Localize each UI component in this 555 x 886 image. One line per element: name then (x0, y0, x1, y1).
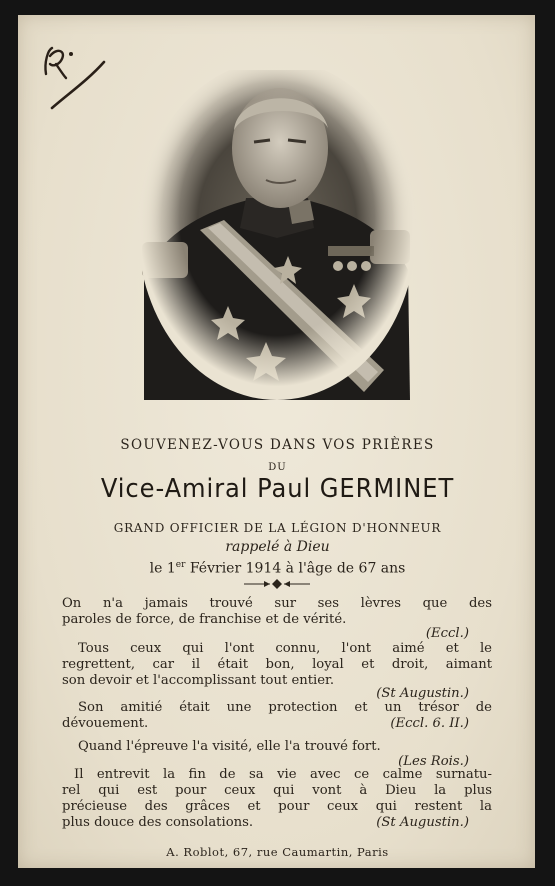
verse-line: dévouement. (62, 716, 149, 731)
verse-source: (St Augustin.) (376, 815, 469, 830)
verse-source: (Eccl.) (425, 626, 469, 641)
verse-line: Son amitié était une protection et un trésor de (78, 700, 492, 715)
verse-line: paroles de force, de franchise et de vérité. (62, 612, 347, 627)
verse-line: Tous ceux qui l'ont connu, l'ont aimé et le (78, 641, 492, 656)
death-date: le 1er Février 1914 à l'âge de 67 ans (149, 560, 406, 577)
verse-line: regrettent, car il était bon, loyal et droit, aimant (62, 657, 492, 672)
du-label: DU (268, 462, 287, 473)
verse-line: Quand l'épreuve l'a visité, elle l'a trouvé fort. (78, 739, 381, 754)
verse-source: (Eccl. 6. II.) (390, 716, 469, 731)
verse-source: (Les Rois.) (398, 754, 469, 769)
verse-line: On n'a jamais trouvé sur ses lèvres que des (62, 596, 492, 611)
verse-line: son devoir et l'accomplissant tout entier. (62, 673, 335, 688)
admiral-portrait (138, 70, 416, 408)
called-to-god: rappelé à Dieu (225, 539, 330, 555)
deceased-name: Vice-Amiral Paul GERMINET (100, 474, 455, 504)
verse-line: Il entrevit la fin de sa vie avec ce calme surnatu- (74, 767, 492, 782)
remembrance-header: SOUVENEZ-VOUS DANS VOS PRIÈRES (120, 437, 435, 453)
honor-title: GRAND OFFICIER DE LA LÉGION D'HONNEUR (113, 521, 442, 535)
verse-line: précieuse des grâces et pour ceux qui restent la (62, 799, 492, 814)
handwritten-mark (38, 40, 110, 112)
verse-line: plus douce des consolations. (62, 815, 254, 830)
ornament-divider (242, 578, 312, 590)
verse-line: rel qui est pour ceux qui vont à Dieu la plus (62, 783, 492, 798)
printer-credit: A. Roblot, 67, rue Caumartin, Paris (166, 845, 389, 859)
verse-source: (St Augustin.) (376, 686, 469, 701)
